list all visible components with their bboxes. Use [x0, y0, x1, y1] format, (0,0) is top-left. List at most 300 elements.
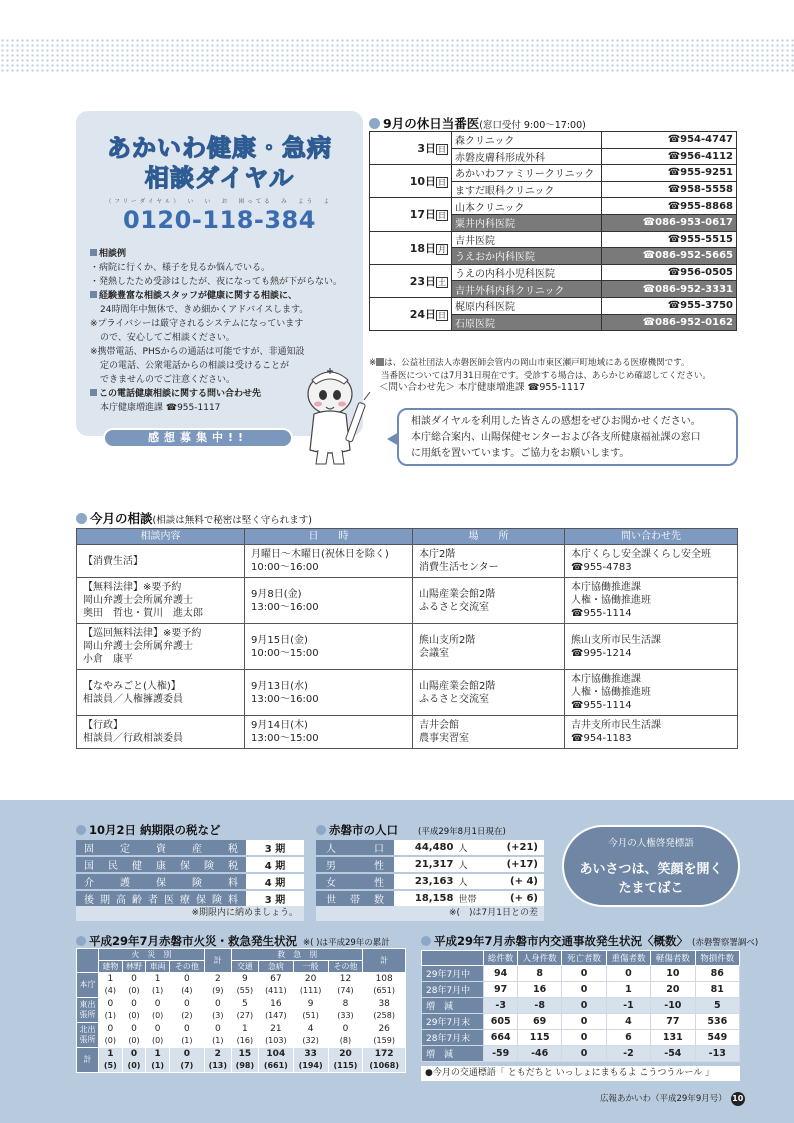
clinic-name: 山本クリニック: [452, 198, 602, 215]
cell-line: 13:00〜16:00: [251, 693, 319, 705]
clinic-name: 梶原内科医院: [452, 297, 602, 314]
holiday-date: [370, 165, 452, 198]
tax-period: 3 期: [246, 891, 304, 906]
count-cell: [258, 1023, 293, 1048]
traffic-value: -54: [651, 1046, 695, 1062]
population-change: (+17): [487, 857, 544, 872]
table-row: [77, 1048, 406, 1073]
table-row: [370, 231, 737, 248]
consult-cell-d: [245, 545, 413, 578]
count-cell: [169, 973, 204, 998]
count-value: 5: [242, 999, 248, 1009]
traffic-value: 0: [562, 1014, 606, 1030]
clinic-phone[interactable]: ☎086-952-0162: [602, 314, 737, 331]
table-row: [316, 874, 544, 889]
cell-line: 【消費生活】: [83, 555, 143, 567]
gray-marker-icon: [376, 358, 384, 366]
cumulative-value: (8): [339, 1036, 352, 1045]
cumulative-value: (0): [151, 1011, 164, 1020]
fire-heading: 平成29年7月赤磐市火災・救急発生状況 ※( )は平成29年の累計: [76, 933, 390, 949]
traffic-col-header: 重傷者数: [606, 951, 650, 966]
count-value: 1: [154, 974, 161, 984]
bubble-tail-icon: [387, 432, 399, 446]
count-cell: [293, 998, 328, 1023]
cumulative-value: (51): [302, 1011, 319, 1020]
weekday-label: 土: [438, 277, 446, 287]
consult-cell-p: [413, 624, 565, 670]
period-label: 29年7月中: [422, 966, 484, 982]
population-unit: 人: [455, 840, 487, 855]
count-value: 172: [374, 1049, 394, 1059]
tax-period: 4 期: [246, 857, 304, 872]
human-rights-slogan: 今月の人権啓発標語 あいさつは、笑顔を開く たまてばこ: [562, 825, 740, 907]
tax-item: 国民健康保険税: [76, 857, 246, 872]
health-line-text: 相談例: [99, 249, 127, 259]
period-label: 28年7月末: [422, 1030, 484, 1046]
traffic-value: -8: [517, 998, 561, 1014]
holiday-date: [370, 198, 452, 231]
health-line-text: ・病院に行くか、様子を見るか悩んでいる。: [90, 263, 271, 273]
consult-cell-d: [245, 716, 413, 749]
count-cell: [99, 1048, 123, 1073]
table-row: [316, 857, 544, 872]
emergency-sub-header: その他: [328, 961, 363, 973]
count-value: 0: [214, 1024, 221, 1034]
count-value: 8: [342, 999, 349, 1009]
cumulative-value: (1): [104, 1011, 116, 1020]
consult-cell-d: [245, 670, 413, 716]
feedback-wanted-badge: 感想募集中!!: [103, 428, 293, 448]
traffic-value: 81: [695, 982, 739, 998]
population-value: 44,480: [394, 840, 455, 855]
cumulative-value: (3): [212, 1011, 224, 1020]
cell-line: 本庁くらし安全課くらし安全班: [571, 549, 711, 560]
page-number: 10: [731, 1092, 745, 1106]
cell-line: 人権・協働推進班: [571, 687, 651, 698]
table-row: [77, 670, 738, 716]
station-label: 北出張所: [77, 1023, 99, 1048]
count-value: 1: [107, 1049, 114, 1059]
cumulative-value: (4): [181, 986, 193, 995]
fire-emergency-table: [76, 948, 406, 1073]
bullet-dot-icon: [76, 513, 87, 524]
population-table: [316, 838, 544, 908]
header-row: [77, 961, 406, 973]
table-row: [422, 966, 740, 982]
station-label: 本庁: [77, 973, 99, 998]
count-value: 1: [154, 1049, 161, 1059]
traffic-col-header: 死亡者数: [562, 951, 606, 966]
cell-line: 吉井会館: [419, 720, 459, 731]
count-cell: [293, 973, 328, 998]
tax-item: 介護保険料: [76, 874, 246, 889]
holiday-note: ※ は、公益社団法人赤磐医師会管内の岡山市東区瀬戸町地域にある医療機関です。 当番医については7月31日現在です。受診する場合は、あらかじめ確認してください。 ＜問い合わせ先＞ 本庁健康増進課 ☎955-1117: [369, 357, 749, 395]
traffic-col-header: 物損件数: [695, 951, 739, 966]
cell-line: 13:00〜16:00: [251, 601, 319, 613]
consultation-heading: 今月の相談(相談は無料で秘密は堅く守られます): [76, 509, 312, 527]
cell-line: 本庁協働推進課: [571, 582, 641, 593]
cell-line: 山陽産業会館2階: [419, 588, 496, 600]
consult-cell-c: [77, 624, 245, 670]
period-label: 29年7月末: [422, 1014, 484, 1030]
traffic-value: -2: [606, 1046, 650, 1062]
count-value: 0: [183, 1049, 190, 1059]
date-label: 3日: [417, 142, 436, 156]
cumulative-value: (98): [235, 1061, 255, 1070]
clinic-phone[interactable]: ☎954-4747: [602, 132, 737, 149]
traffic-value: -59: [484, 1046, 518, 1062]
cell-line: 10:00〜15:00: [251, 647, 319, 659]
cumulative-value: (0): [151, 1036, 164, 1045]
cumulative-value: (194): [298, 1061, 323, 1070]
table-row: [77, 545, 738, 578]
bullet-dot-icon: [421, 936, 431, 946]
bullet-dot-icon: [76, 936, 86, 946]
population-label: 人口: [316, 840, 394, 855]
count-cell: [363, 973, 406, 998]
tax-period: 3 期: [246, 840, 304, 855]
consult-cell-q: [565, 545, 738, 578]
date-label: 23日: [409, 274, 436, 288]
date-label: 24日: [409, 308, 436, 322]
cumulative-value: (147): [265, 1011, 287, 1020]
count-cell: [204, 1048, 231, 1073]
cell-line: 9月15日(金): [251, 634, 308, 646]
clinic-phone[interactable]: ☎086-952-5665: [602, 248, 737, 265]
count-value: 1: [242, 1024, 248, 1034]
cell-line: 熊山支所市民生活課: [571, 634, 661, 646]
count-value: 38: [378, 999, 390, 1009]
consult-cell-d: [245, 578, 413, 624]
count-value: 0: [214, 999, 221, 1009]
count-value: 104: [266, 1049, 286, 1059]
cell-line: 人権・協働推進班: [571, 595, 651, 606]
cell-line: 農事実習室: [419, 733, 469, 744]
tax-item: 後期高齢者医療保険料: [76, 891, 246, 906]
table-row: [316, 891, 544, 906]
cumulative-value: (258): [373, 1011, 395, 1020]
cell-line: ふるさと交流室: [419, 601, 489, 613]
cumulative-value: (1): [181, 1036, 193, 1045]
feedback-speech-bubble: 相談ダイヤルを利用した皆さんの感想をぜひお聞かせください。 本庁総合案内、山陽保健センターおよび各支所健康福祉課の窓口 に用紙を置いています。ご協力をお願いします。: [397, 408, 738, 466]
clinic-name: うえおか内科医院: [452, 248, 602, 265]
square-bullet-icon: [90, 389, 97, 396]
population-heading: 赤磐市の人口 (平成29年8月1日現在): [316, 822, 506, 838]
fire-sub-header: 建物: [99, 961, 123, 973]
clinic-name: あかいわファミリークリニック: [452, 165, 602, 182]
consultation-table: [76, 528, 738, 749]
clinic-name: うえの内科小児科医院: [452, 264, 602, 281]
count-cell: [258, 973, 293, 998]
traffic-value: 0: [562, 966, 606, 982]
count-value: 12: [339, 974, 352, 984]
traffic-value: 0: [562, 982, 606, 998]
clinic-name: 吉井外科内科クリニック: [452, 281, 602, 298]
health-dial-title: あかいわ健康・急病 相談ダイヤル: [107, 134, 332, 192]
count-cell: [328, 1048, 363, 1073]
table-row: [77, 1023, 406, 1048]
date-label: 10日: [409, 175, 436, 189]
consult-cell-c: [77, 545, 245, 578]
traffic-value: 664: [484, 1030, 518, 1046]
fire-sub-header: 林野: [122, 961, 146, 973]
health-line: [90, 247, 352, 261]
count-cell: [204, 998, 231, 1023]
holiday-doctor-table: [369, 131, 737, 331]
traffic-value: 20: [651, 982, 695, 998]
health-line: [90, 289, 352, 303]
weekday-label: 日: [438, 211, 446, 221]
cumulative-value: (661): [263, 1061, 288, 1070]
cumulative-value: (16): [236, 1036, 254, 1045]
consult-cell-c: [77, 670, 245, 716]
dotted-header-band: [0, 38, 794, 72]
population-unit: 世帯: [455, 891, 487, 906]
consult-cell-q: [565, 716, 738, 749]
count-cell: [122, 998, 146, 1023]
cell-line: 9月13日(水): [251, 680, 308, 692]
consult-cell-p: [413, 545, 565, 578]
population-label: 男性: [316, 857, 394, 872]
cell-line: 本庁協働推進課: [571, 674, 641, 685]
table-row: [370, 165, 737, 182]
clinic-phone[interactable]: ☎955-3750: [602, 297, 737, 314]
traffic-value: -46: [517, 1046, 561, 1062]
cell-line: 月曜日〜木曜日(祝休日を除く): [251, 549, 389, 560]
traffic-value: -10: [651, 998, 695, 1014]
clinic-name: 吉井医院: [452, 231, 602, 248]
health-line-text: 定の電話、公衆電話からの相談は受けることが: [100, 361, 290, 371]
traffic-value: 16: [517, 982, 561, 998]
cumulative-value: (2): [181, 1011, 193, 1020]
population-unit: 人: [455, 874, 487, 889]
cell-line: 【行政】: [83, 720, 123, 731]
count-value: 0: [107, 1024, 114, 1034]
count-value: 0: [131, 1024, 137, 1034]
traffic-col-header: 軽傷者数: [651, 951, 695, 966]
cell-line: 【無料法律】※要予約: [83, 582, 182, 593]
cell-line: 【巡回無料法律】※要予約: [83, 628, 202, 639]
cumulative-value: (1068): [369, 1061, 399, 1070]
population-change: (+ 4): [487, 874, 544, 889]
cumulative-value: (0): [128, 986, 140, 995]
cell-line: 岡山弁護士会所属弁護士: [83, 595, 193, 606]
count-cell: [146, 1023, 170, 1048]
holiday-date: [370, 132, 452, 165]
cell-line: 10:00〜16:00: [251, 562, 319, 573]
count-value: 0: [130, 1049, 138, 1059]
count-value: 20: [304, 974, 317, 984]
header-row: [77, 949, 406, 961]
clinic-name: 石原医院: [452, 314, 602, 331]
traffic-value: 86: [695, 966, 739, 982]
table-row: [76, 857, 304, 872]
fire-sub-header: 車両: [146, 961, 170, 973]
consult-cell-p: [413, 670, 565, 716]
count-cell: [122, 973, 146, 998]
health-dial-phone[interactable]: 0120-118-384: [123, 206, 316, 234]
traffic-col-header: 人身件数: [517, 951, 561, 966]
cell-line: 9月8日(金): [251, 588, 302, 600]
count-cell: [99, 998, 123, 1023]
consult-cell-q: [565, 624, 738, 670]
table-row: [422, 1030, 740, 1046]
cell-line: ☎955-4783: [571, 562, 632, 573]
weekday-label: 日: [438, 311, 446, 321]
population-value: 18,158: [394, 891, 455, 906]
cell-line: 岡山弁護士会所属弁護士: [83, 641, 193, 652]
health-line: [90, 331, 352, 345]
consult-cell-q: [565, 578, 738, 624]
count-value: 0: [131, 999, 137, 1009]
clinic-name: ますだ眼科クリニック: [452, 181, 602, 198]
count-cell: [231, 973, 258, 998]
cumulative-value: (651): [373, 986, 395, 995]
traffic-heading: 平成29年7月赤磐市内交通事故発生状況〈概数〉 (赤磐警察署調べ): [421, 933, 758, 949]
count-cell: [363, 1023, 406, 1048]
cumulative-value: (1): [212, 1036, 224, 1045]
count-value: 0: [342, 1024, 349, 1034]
traffic-value: -13: [695, 1046, 739, 1062]
population-label: 世帯数: [316, 891, 394, 906]
cumulative-value: (5): [103, 1061, 117, 1070]
cell-line: 本庁2階: [419, 549, 456, 560]
cell-line: 消費生活センター: [419, 562, 499, 573]
cell-line: 9月14日(木): [251, 720, 308, 731]
count-value: 2: [214, 974, 221, 984]
cumulative-value: (7): [180, 1061, 194, 1070]
cumulative-value: (74): [337, 986, 354, 995]
weekday-label: 日: [438, 145, 446, 155]
cumulative-value: (411): [265, 986, 287, 995]
period-label: 増 減: [422, 998, 484, 1014]
traffic-value: 10: [651, 966, 695, 982]
population-value: 21,317: [394, 857, 455, 872]
cumulative-value: (111): [299, 986, 322, 995]
table-row: [77, 624, 738, 670]
traffic-value: 0: [562, 1046, 606, 1062]
count-cell: [204, 1023, 231, 1048]
weekday-label: 日: [438, 178, 446, 188]
holiday-date: [370, 231, 452, 264]
population-label: 女性: [316, 874, 394, 889]
count-cell: [169, 1048, 204, 1073]
population-change: (+ 6): [487, 891, 544, 906]
clinic-phone[interactable]: ☎086-953-0617: [602, 214, 737, 231]
table-row: [76, 891, 304, 906]
cell-line: ☎955-1114: [571, 608, 632, 619]
emergency-sub-header: 交通: [231, 961, 258, 973]
consult-cell-c: [77, 716, 245, 749]
bullet-dot-icon: [76, 825, 86, 835]
table-row: [316, 840, 544, 855]
page-footer: 広報あかいわ（平成29年9月号） 10: [600, 1094, 744, 1104]
count-value: 0: [184, 1024, 190, 1034]
fire-group-header: 火 災 別: [99, 949, 205, 961]
traffic-value: -3: [484, 998, 518, 1014]
health-line-text: ・発熱したため受診はしたが、夜になっても熱が下がらない。: [90, 277, 343, 287]
count-cell: [231, 1048, 258, 1073]
holiday-date: [370, 297, 452, 330]
health-line: [90, 261, 352, 275]
count-value: 9: [307, 999, 314, 1009]
count-value: 0: [107, 999, 114, 1009]
clinic-name: 森クリニック: [452, 132, 602, 149]
traffic-value: 115: [517, 1030, 561, 1046]
table-row: [422, 1046, 740, 1062]
table-row: [370, 297, 737, 314]
count-value: 108: [375, 974, 393, 984]
count-value: 2: [214, 1049, 221, 1059]
count-value: 0: [131, 974, 137, 984]
cell-line: 【なやみごと(人権)】: [83, 680, 181, 692]
corner-cell: [77, 949, 99, 973]
count-value: 15: [238, 1049, 252, 1059]
traffic-value: 549: [695, 1030, 739, 1046]
clinic-phone[interactable]: ☎955-8868: [602, 198, 737, 215]
table-row: [77, 998, 406, 1023]
table-row: [77, 716, 738, 749]
period-label: 増 減: [422, 1046, 484, 1062]
clinic-phone[interactable]: ☎955-5515: [602, 231, 737, 248]
traffic-slogan: ●今月の交通標語「 ともだちと いっしょにまもるよ こうつうルール 」: [421, 1066, 740, 1081]
cumulative-value: (55): [236, 986, 254, 995]
table-row: [370, 198, 737, 215]
tax-period: 4 期: [246, 874, 304, 889]
traffic-value: 605: [484, 1014, 518, 1030]
count-value: 16: [270, 999, 282, 1009]
traffic-value: 536: [695, 1014, 739, 1030]
health-line: [90, 317, 352, 331]
traffic-col-header: [422, 951, 484, 966]
traffic-value: 131: [651, 1030, 695, 1046]
health-line: [90, 275, 352, 289]
count-cell: [99, 973, 123, 998]
clinic-phone[interactable]: ☎958-5558: [602, 181, 737, 198]
cumulative-value: (115): [333, 1061, 358, 1070]
cell-line: 相談員／行政相談委員: [83, 733, 183, 744]
population-value: 23,163: [394, 874, 455, 889]
table-row: [422, 982, 740, 998]
health-line-text: 経験豊富な相談スタッフが健康に関する相談に、: [99, 291, 298, 301]
clinic-phone[interactable]: ☎956-4112: [602, 148, 737, 165]
count-value: 0: [154, 999, 161, 1009]
holiday-date: [370, 264, 452, 297]
clinic-phone[interactable]: ☎956-0505: [602, 264, 737, 281]
clinic-phone[interactable]: ☎955-9251: [602, 165, 737, 182]
cumulative-value: (1): [151, 986, 164, 995]
count-cell: [293, 1023, 328, 1048]
traffic-value: 94: [484, 966, 518, 982]
clinic-phone[interactable]: ☎086-952-3331: [602, 281, 737, 298]
tax-heading: 10月2日 納期限の税など: [76, 822, 221, 838]
cumulative-value: (27): [236, 1011, 254, 1020]
table-row: [422, 998, 740, 1014]
cell-line: ☎995-1214: [571, 647, 632, 659]
population-change: (+21): [487, 840, 544, 855]
health-line-text: 本庁健康増進課 ☎955-1117: [100, 403, 221, 413]
cumulative-value: (33): [337, 1011, 354, 1020]
count-cell: [169, 1023, 204, 1048]
count-cell: [169, 998, 204, 1023]
cell-line: 熊山支所2階: [419, 634, 476, 646]
count-cell: [258, 998, 293, 1023]
count-cell: [99, 1023, 123, 1048]
square-bullet-icon: [90, 249, 97, 256]
traffic-value: 97: [484, 982, 518, 998]
count-cell: [258, 1048, 293, 1073]
traffic-value: 0: [562, 1030, 606, 1046]
